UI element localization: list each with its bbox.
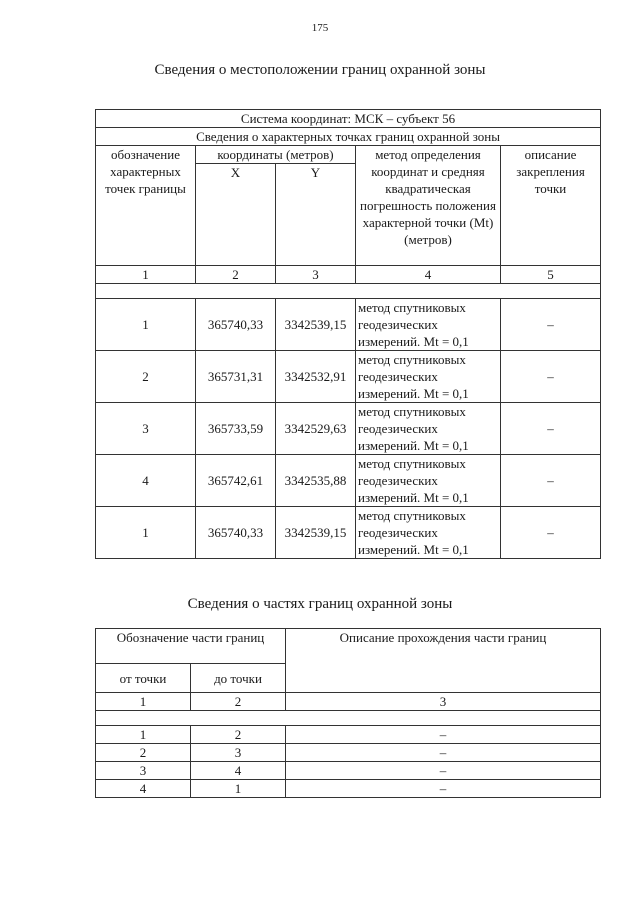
table-row	[96, 455, 601, 507]
section-title-parts: Сведения о частях границ охранной зоны	[187, 596, 453, 612]
column-header-y: Y	[276, 164, 356, 266]
column-number-row	[96, 266, 601, 284]
method-cell: метод спутниковых геодезических измерений. Mt = 0,1	[356, 507, 501, 559]
coord-y: 3342535,88	[276, 455, 356, 507]
part-description: –	[286, 780, 601, 798]
spacer-cell	[96, 284, 601, 299]
column-number: 1	[96, 266, 196, 284]
column-number: 4	[356, 266, 501, 284]
column-header-description: Описание прохождения части границ	[286, 629, 601, 693]
to-point: 2	[191, 726, 286, 744]
method-cell: метод спутниковых геодезических измерений. Mt = 0,1	[356, 403, 501, 455]
coordinate-system-header: Система координат: МСК – субъект 56	[96, 110, 601, 128]
column-number: 3	[286, 693, 601, 711]
from-point: 1	[96, 726, 191, 744]
table-row	[96, 403, 601, 455]
part-description: –	[286, 762, 601, 780]
boundary-parts-table	[95, 628, 601, 798]
from-point: 2	[96, 744, 191, 762]
method-cell: метод спутниковых геодезических измерений. Mt = 0,1	[356, 351, 501, 403]
coord-x: 365742,61	[196, 455, 276, 507]
column-number-row	[96, 693, 601, 711]
coord-x: 365733,59	[196, 403, 276, 455]
point-id: 4	[96, 455, 196, 507]
section-title-location: Сведения о местоположении границ охранной зоны	[154, 62, 486, 78]
spacer-row	[96, 711, 601, 726]
column-header-parts: Обозначение части границ	[96, 629, 286, 664]
table-header-row	[96, 146, 601, 164]
spacer-row	[96, 284, 601, 299]
method-cell: метод спутниковых геодезических измерений. Mt = 0,1	[356, 455, 501, 507]
point-id: 2	[96, 351, 196, 403]
point-id: 3	[96, 403, 196, 455]
table-header-row	[96, 110, 601, 128]
fixing-description: –	[501, 455, 601, 507]
column-header-coordinates: координаты (метров)	[196, 146, 356, 164]
table-row	[96, 726, 601, 744]
part-description: –	[286, 744, 601, 762]
page-number: 175	[311, 22, 329, 34]
method-cell: метод спутниковых геодезических измерений. Mt = 0,1	[356, 299, 501, 351]
table-header-row	[96, 629, 601, 664]
boundary-points-table	[95, 109, 601, 559]
column-header-point-designation: обозначение характерных точек границы	[96, 146, 196, 266]
column-header-fixing-description: описание закрепления точки	[501, 146, 601, 266]
point-id: 1	[96, 299, 196, 351]
coord-y: 3342529,63	[276, 403, 356, 455]
column-header-from-point: от точки	[96, 664, 191, 693]
to-point: 1	[191, 780, 286, 798]
coord-y: 3342532,91	[276, 351, 356, 403]
fixing-description: –	[501, 351, 601, 403]
coord-x: 365731,31	[196, 351, 276, 403]
coord-x: 365740,33	[196, 299, 276, 351]
coord-y: 3342539,15	[276, 299, 356, 351]
point-id: 1	[96, 507, 196, 559]
column-number: 1	[96, 693, 191, 711]
table-row	[96, 507, 601, 559]
to-point: 4	[191, 762, 286, 780]
column-number: 3	[276, 266, 356, 284]
from-point: 3	[96, 762, 191, 780]
column-header-to-point: до точки	[191, 664, 286, 693]
fixing-description: –	[501, 299, 601, 351]
table-row	[96, 299, 601, 351]
fixing-description: –	[501, 507, 601, 559]
coord-y: 3342539,15	[276, 507, 356, 559]
part-description: –	[286, 726, 601, 744]
table-row	[96, 351, 601, 403]
spacer-cell	[96, 711, 601, 726]
table-header-row	[96, 128, 601, 146]
fixing-description: –	[501, 403, 601, 455]
points-info-header: Сведения о характерных точках границ охранной зоны	[96, 128, 601, 146]
from-point: 4	[96, 780, 191, 798]
column-header-method: метод определения координат и средняя квадратическая погрешность положения характерной точки (Mt) (метров)	[356, 146, 501, 266]
column-number: 2	[196, 266, 276, 284]
table-row	[96, 744, 601, 762]
table-row	[96, 762, 601, 780]
table-row	[96, 780, 601, 798]
column-number: 2	[191, 693, 286, 711]
column-number: 5	[501, 266, 601, 284]
column-header-x: X	[196, 164, 276, 266]
coord-x: 365740,33	[196, 507, 276, 559]
to-point: 3	[191, 744, 286, 762]
